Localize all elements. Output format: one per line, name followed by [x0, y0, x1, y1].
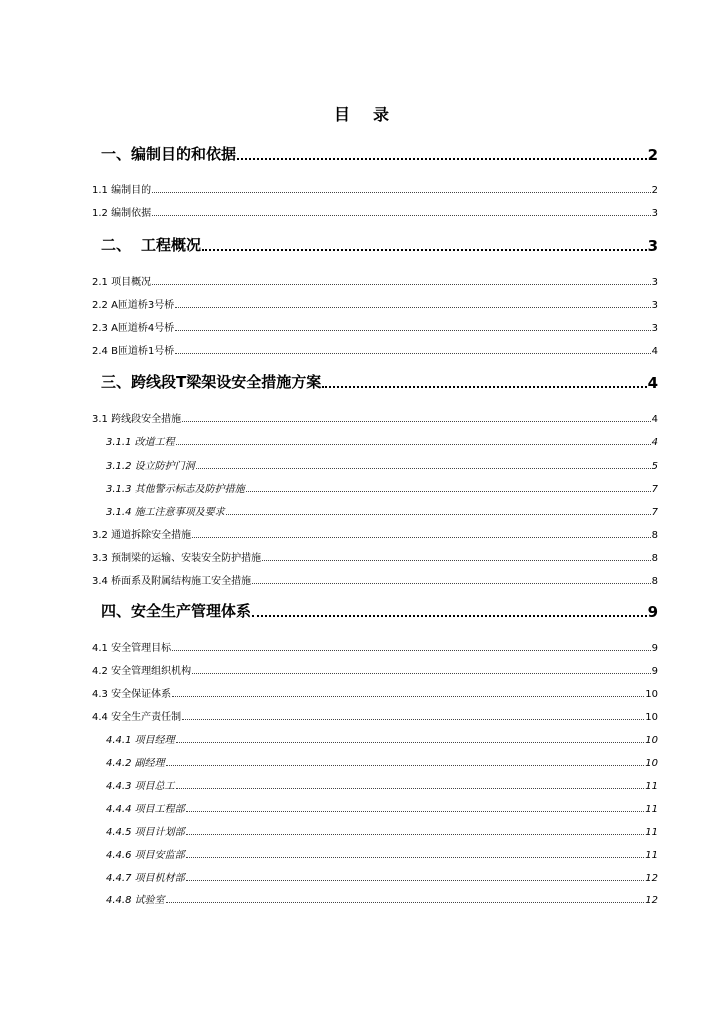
- toc-entry-4-4-3[interactable]: [0, 774, 724, 792]
- toc-entry-page: 4: [651, 414, 658, 425]
- toc-entry-page: 7: [651, 507, 658, 518]
- toc-entry-page: 4: [651, 346, 658, 357]
- toc-entry-label: 1.2 编制依据: [92, 208, 152, 219]
- toc-entry-4-4-5[interactable]: [0, 820, 724, 838]
- leader-dots: [186, 847, 645, 858]
- toc-entry-label: 一、编制目的和依据: [101, 145, 237, 163]
- leader-dots: [175, 343, 650, 354]
- toc-entry-4-2[interactable]: [0, 659, 724, 677]
- toc-entry-4-3[interactable]: [0, 682, 724, 700]
- toc-entry-3-1-2[interactable]: [0, 454, 724, 472]
- toc-entry-label: 4.1 安全管理目标: [92, 643, 172, 654]
- toc-entry-label: 四、安全生产管理体系: [101, 602, 252, 620]
- toc-entry-page: 12: [645, 895, 658, 906]
- leader-dots: [152, 205, 651, 216]
- toc-entry-section-1[interactable]: [0, 142, 724, 164]
- leader-dots: [166, 892, 645, 903]
- leader-dots: [182, 709, 644, 720]
- toc-entry-4-4-2[interactable]: [0, 751, 724, 769]
- leader-dots: [262, 550, 651, 561]
- leader-dots: [175, 320, 650, 331]
- toc-entry-label: 2.2 A匝道桥3号桥: [92, 300, 175, 311]
- leader-dots: [152, 274, 651, 285]
- toc-entry-section-2[interactable]: [0, 233, 724, 255]
- toc-entry-page: 2: [651, 185, 658, 196]
- toc-entry-label: 3.1 跨线段安全措施: [92, 414, 182, 425]
- toc-entry-page: 11: [645, 781, 658, 792]
- toc-entry-page: 8: [651, 553, 658, 564]
- leader-dots: [252, 573, 651, 584]
- leader-dots: [192, 527, 651, 538]
- toc-entry-section-4[interactable]: [0, 599, 724, 621]
- toc-entry-number: 二、: [101, 236, 132, 254]
- toc-entry-3-1-1[interactable]: [0, 430, 724, 448]
- toc-title-char-2: 录: [373, 105, 391, 124]
- toc-entry-label: 4.4.7 项目机材部: [106, 873, 185, 884]
- toc-entry-label: 三、跨线段T梁架设安全措施方案: [101, 373, 322, 391]
- leader-dots: [226, 504, 651, 515]
- toc-entry-4-4[interactable]: [0, 705, 724, 723]
- toc-entry-label: 4.4.1 项目经理: [106, 735, 175, 746]
- toc-entry-label: 3.2 通道拆除安全措施: [92, 530, 192, 541]
- toc-entry-label: 3.3 预制梁的运输、安装安全防护措施: [92, 553, 262, 564]
- toc-entry-page: 10: [645, 712, 658, 723]
- leader-dots: [182, 411, 651, 422]
- toc-entry-1-2[interactable]: [0, 201, 724, 219]
- toc-entry-page: 9: [647, 603, 658, 621]
- toc-entry-4-1[interactable]: [0, 636, 724, 654]
- toc-entry-4-4-7[interactable]: [0, 866, 724, 884]
- toc-entry-page: 10: [645, 689, 658, 700]
- leader-dots: [172, 640, 651, 651]
- toc-entry-page: 3: [651, 300, 658, 311]
- toc-entry-page: 9: [651, 643, 658, 654]
- toc-entry-label: 2.1 项目概况: [92, 277, 152, 288]
- toc-title: [0, 102, 724, 125]
- toc-entry-page: 8: [651, 530, 658, 541]
- toc-entry-page: 11: [645, 850, 658, 861]
- toc-entry-page: 10: [645, 758, 658, 769]
- toc-entry-label: 3.1.1 改道工程: [106, 437, 175, 448]
- toc-entry-section-3[interactable]: [0, 370, 724, 392]
- leader-dots: [237, 143, 647, 160]
- leader-dots: [196, 458, 651, 469]
- toc-entry-4-4-4[interactable]: [0, 797, 724, 815]
- toc-entry-page: 10: [645, 735, 658, 746]
- toc-entry-label: 4.4 安全生产责任制: [92, 712, 182, 723]
- toc-entry-label: 3.4 桥面系及附属结构施工安全措施: [92, 576, 252, 587]
- leader-dots: [186, 824, 645, 835]
- toc-entry-page: 3: [651, 208, 658, 219]
- leader-dots: [176, 434, 651, 445]
- toc-entry-label: 4.4.2 副经理: [106, 758, 165, 769]
- toc-entry-page: 3: [651, 323, 658, 334]
- toc-entry-page: 8: [651, 576, 658, 587]
- toc-entry-page: 7: [651, 484, 658, 495]
- toc-entry-page: 11: [645, 804, 658, 815]
- toc-entry-label: 4.4.5 项目计划部: [106, 827, 185, 838]
- toc-entry-2-1[interactable]: [0, 270, 724, 288]
- toc-entry-label: 4.4.3 项目总工: [106, 781, 175, 792]
- leader-dots: [186, 870, 645, 881]
- toc-entry-label: 4.3 安全保证体系: [92, 689, 172, 700]
- toc-entry-page: 12: [645, 873, 658, 884]
- toc-entry-1-1[interactable]: [0, 178, 724, 196]
- leader-dots: [176, 778, 645, 789]
- toc-entry-label-text: 工程概况: [141, 236, 202, 254]
- toc-entry-label: 1.1 编制目的: [92, 185, 152, 196]
- toc-entry-label: [0, 234, 201, 255]
- toc-entry-2-4[interactable]: [0, 339, 724, 357]
- toc-entry-label: 3.1.2 设立防护门洞: [106, 461, 195, 472]
- toc-entry-3-1[interactable]: [0, 407, 724, 425]
- toc-entry-3-1-4[interactable]: [0, 500, 724, 518]
- toc-entry-page: 3: [647, 237, 658, 255]
- toc-title-char-1: 目: [333, 105, 351, 124]
- leader-dots: [252, 600, 647, 617]
- toc-entry-4-4-8[interactable]: [0, 888, 724, 906]
- toc-entry-page: 4: [651, 437, 658, 448]
- toc-entry-label: 2.3 A匝道桥4号桥: [92, 323, 175, 334]
- leader-dots: [176, 732, 645, 743]
- toc-entry-4-4-6[interactable]: [0, 843, 724, 861]
- leader-dots: [175, 297, 650, 308]
- toc-entry-page: 4: [647, 374, 658, 392]
- toc-entry-label: 4.4.8 试验室: [106, 895, 165, 906]
- leader-dots: [172, 686, 644, 697]
- toc-entry-4-4-1[interactable]: [0, 728, 724, 746]
- toc-entry-3-2[interactable]: [0, 523, 724, 541]
- toc-entry-label: 3.1.4 施工注意事项及要求: [106, 507, 225, 518]
- toc-entry-3-4[interactable]: [0, 569, 724, 587]
- toc-entry-page: 2: [647, 146, 658, 164]
- toc-entry-page: 11: [645, 827, 658, 838]
- toc-entry-label: 4.2 安全管理组织机构: [92, 666, 192, 677]
- leader-dots: [192, 663, 651, 674]
- toc-entry-3-3[interactable]: [0, 546, 724, 564]
- toc-entry-2-3[interactable]: [0, 316, 724, 334]
- toc-entry-2-2[interactable]: [0, 293, 724, 311]
- toc-entry-label: 4.4.4 项目工程部: [106, 804, 185, 815]
- leader-dots: [246, 481, 651, 492]
- leader-dots: [186, 801, 645, 812]
- toc-entry-page: 3: [651, 277, 658, 288]
- toc-entry-label: 4.4.6 项目安监部: [106, 850, 185, 861]
- leader-dots: [152, 182, 651, 193]
- toc-entry-3-1-3[interactable]: [0, 477, 724, 495]
- leader-dots: [322, 371, 646, 388]
- leader-dots: [166, 755, 645, 766]
- toc-entry-page: 9: [651, 666, 658, 677]
- toc-entry-label: 2.4 B匝道桥1号桥: [92, 346, 175, 357]
- leader-dots: [202, 234, 647, 251]
- toc-entry-label: 3.1.3 其他警示标志及防护措施: [106, 484, 245, 495]
- toc-entry-page: 5: [651, 461, 658, 472]
